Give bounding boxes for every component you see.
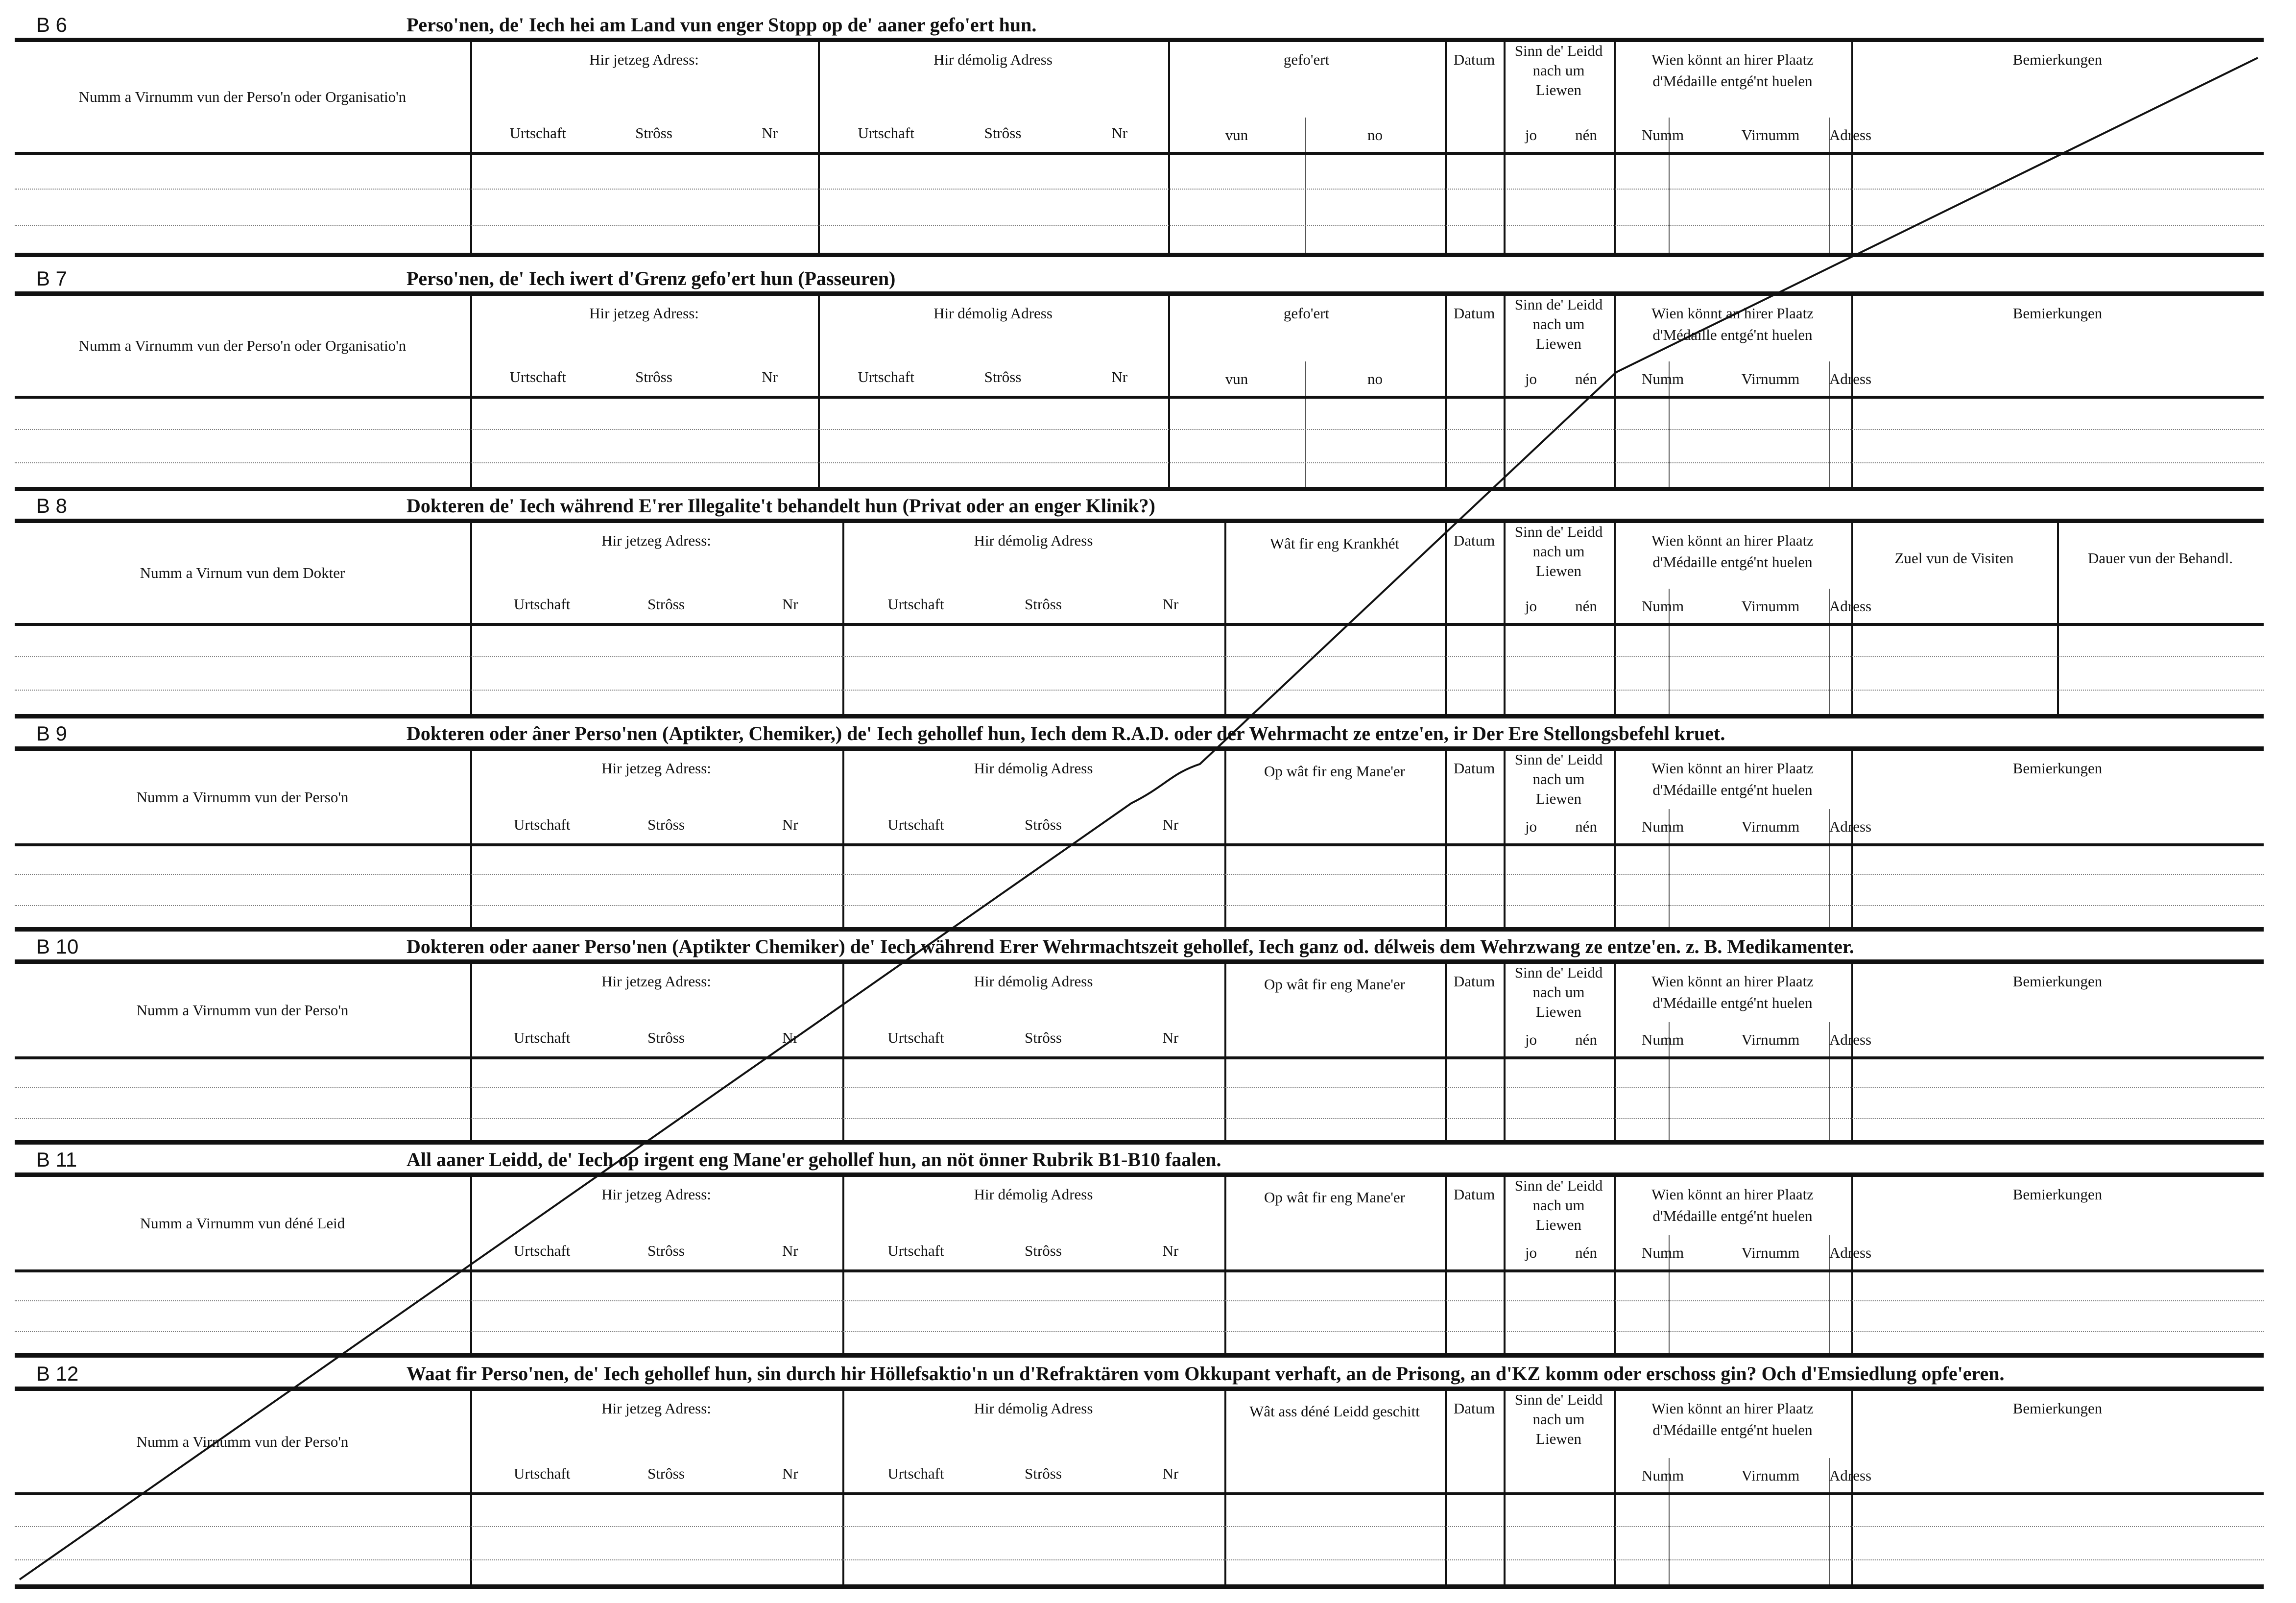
detail-header: Op wât fir eng Mane'er	[1264, 763, 1405, 780]
section-title: Dokteren oder aaner Perso'nen (Aptikter Chemiker) de' Iech während Erer Wehrmachtszeit gehollef, Iech ganz od. délweis dem Wehrzwang ze entze'en. z. B. Medikamenter.	[407, 935, 1854, 957]
section-title: Dokteren de' Iech während E'rer Illegalite't behandelt hun (Privat oder an enger Klinik?)	[407, 495, 1155, 517]
current-address-nr: Nr	[782, 1029, 798, 1046]
section-code: B 7	[36, 267, 68, 290]
former-address-header: Hir démolig Adress	[933, 51, 1052, 68]
section-title: Perso'nen, de' Iech hei am Land vun enger Stopp op de' aaner gefo'ert hun.	[407, 14, 1037, 36]
medal-name: Numm	[1641, 1031, 1684, 1048]
date-header: Datum	[1453, 760, 1495, 777]
visits-header: Zuel vun de Visiten	[1894, 550, 2014, 567]
section-title: Waat fir Perso'nen, de' Iech gehollef hun, sin durch hir Höllefsaktio'n un d'Refraktären vom Okkupant verhaft, an de Prisong, an d'KZ komm oder erschoss gin? Och d'Emsiedlung opfe'eren.	[407, 1363, 2005, 1385]
medal-address: Adress	[1829, 126, 1872, 144]
name-header: Numm a Virnumm vun der Perso'n oder Organisatio'n	[78, 88, 407, 105]
current-address-stross: Strôss	[647, 1029, 685, 1046]
current-address-urtschaft: Urtschaft	[513, 816, 571, 833]
former-address-nr: Nr	[1162, 1242, 1179, 1259]
name-header: Numm a Virnumm vun der Perso'n oder Organisatio'n	[78, 337, 407, 354]
former-address-nr: Nr	[1162, 1465, 1179, 1482]
section-title: All aaner Leidd, de' Iech op irgent eng Mane'er gehollef hun, an nöt önner Rubrik B1-B10 faalen.	[407, 1148, 1221, 1171]
medal-firstname: Virnumm	[1741, 126, 1800, 144]
current-address-stross: Strôss	[647, 1465, 685, 1482]
medal-firstname: Virnumm	[1741, 818, 1800, 835]
medal-header: Wien könnt an hirer Plaatz d'Médaille entgé'nt huelen	[1651, 305, 1814, 343]
alive-header: Sinn de' Leidd nach um Liewen	[1514, 1391, 1603, 1447]
alive-no: nén	[1575, 598, 1597, 615]
alive-no: nén	[1575, 126, 1597, 144]
current-address-urtschaft: Urtschaft	[513, 1029, 571, 1046]
medal-firstname: Virnumm	[1741, 1467, 1800, 1484]
alive-yes: jo	[1525, 598, 1537, 615]
current-address-urtschaft: Urtschaft	[509, 368, 566, 385]
former-address-header: Hir démolig Adress	[974, 973, 1093, 990]
former-address-nr: Nr	[1162, 596, 1179, 613]
medal-name: Numm	[1641, 126, 1684, 144]
alive-header: Sinn de' Leidd nach um Liewen	[1514, 296, 1603, 352]
transported-to: no	[1367, 126, 1383, 144]
transported-header: gefo'ert	[1283, 305, 1330, 322]
date-header: Datum	[1453, 51, 1495, 68]
former-address-nr: Nr	[1111, 124, 1128, 142]
medal-name: Numm	[1641, 1244, 1684, 1261]
remarks-header: Bemierkungen	[2012, 51, 2103, 68]
medal-firstname: Virnumm	[1741, 1031, 1800, 1048]
current-address-stross: Strôss	[647, 596, 685, 613]
alive-no: nén	[1575, 1244, 1597, 1261]
medal-name: Numm	[1641, 598, 1684, 615]
section-code: B 11	[36, 1148, 77, 1171]
current-address-urtschaft: Urtschaft	[513, 596, 571, 613]
name-header: Numm a Virnum vun dem Dokter	[140, 564, 345, 581]
current-address-urtschaft: Urtschaft	[509, 124, 566, 142]
name-header: Numm a Virnumm vun der Perso'n	[136, 1433, 349, 1450]
former-address-urtschaft: Urtschaft	[858, 124, 914, 142]
name-header: Numm a Virnumm vun der Perso'n	[136, 788, 349, 806]
current-address-nr: Nr	[782, 1465, 798, 1482]
current-address-nr: Nr	[782, 1242, 798, 1259]
current-address-stross: Strôss	[635, 368, 672, 385]
former-address-urtschaft: Urtschaft	[887, 816, 944, 833]
former-address-header: Hir démolig Adress	[974, 1186, 1093, 1203]
former-address-stross: Strôss	[984, 124, 1022, 142]
transported-from: vun	[1225, 370, 1248, 387]
current-address-header: Hir jetzeg Adress:	[601, 532, 711, 549]
alive-yes: jo	[1525, 126, 1537, 144]
remarks-header: Bemierkungen	[2012, 1400, 2103, 1417]
section-code: B 9	[36, 722, 68, 745]
detail-header: Op wât fir eng Mane'er	[1264, 976, 1405, 993]
alive-yes: jo	[1525, 370, 1537, 387]
former-address-urtschaft: Urtschaft	[887, 1465, 944, 1482]
date-header: Datum	[1453, 973, 1495, 990]
former-address-urtschaft: Urtschaft	[887, 1242, 944, 1259]
former-address-nr: Nr	[1162, 1029, 1179, 1046]
alive-header: Sinn de' Leidd nach um Liewen	[1514, 964, 1603, 1020]
current-address-urtschaft: Urtschaft	[513, 1242, 571, 1259]
current-address-nr: Nr	[762, 124, 778, 142]
section-code: B 12	[36, 1362, 79, 1385]
current-address-header: Hir jetzeg Adress:	[589, 51, 699, 68]
detail-header: Wât ass déné Leidd geschitt	[1249, 1403, 1420, 1420]
current-address-nr: Nr	[782, 596, 798, 613]
alive-yes: jo	[1525, 1031, 1537, 1048]
medal-address: Adress	[1829, 1467, 1872, 1484]
detail-header: Wât fir eng Krankhét	[1269, 535, 1400, 552]
medal-address: Adress	[1829, 370, 1872, 387]
transported-header: gefo'ert	[1283, 51, 1330, 68]
current-address-header: Hir jetzeg Adress:	[589, 305, 699, 322]
medal-address: Adress	[1829, 1031, 1872, 1048]
date-header: Datum	[1453, 532, 1495, 549]
detail-header: Op wât fir eng Mane'er	[1264, 1189, 1405, 1206]
transported-from: vun	[1225, 126, 1248, 144]
former-address-stross: Strôss	[1025, 1465, 1062, 1482]
medal-header: Wien könnt an hirer Plaatz d'Médaille entgé'nt huelen	[1651, 532, 1814, 571]
section-code: B 10	[36, 935, 79, 958]
former-address-stross: Strôss	[1025, 1242, 1062, 1259]
alive-no: nén	[1575, 370, 1597, 387]
medal-firstname: Virnumm	[1741, 370, 1800, 387]
former-address-header: Hir démolig Adress	[933, 305, 1052, 322]
medal-name: Numm	[1641, 1467, 1684, 1484]
date-header: Datum	[1453, 1186, 1495, 1203]
date-header: Datum	[1453, 1400, 1495, 1417]
former-address-urtschaft: Urtschaft	[887, 596, 944, 613]
medal-firstname: Virnumm	[1741, 598, 1800, 615]
medal-address: Adress	[1829, 1244, 1872, 1261]
alive-no: nén	[1575, 1031, 1597, 1048]
remarks-header: Bemierkungen	[2012, 305, 2103, 322]
current-address-header: Hir jetzeg Adress:	[601, 1400, 711, 1417]
alive-yes: jo	[1525, 818, 1537, 835]
transported-to: no	[1367, 370, 1383, 387]
alive-yes: jo	[1525, 1244, 1537, 1261]
current-address-header: Hir jetzeg Adress:	[601, 1186, 711, 1203]
current-address-nr: Nr	[762, 368, 778, 385]
medal-address: Adress	[1829, 818, 1872, 835]
duration-header: Dauer vun der Behandl.	[2087, 550, 2233, 567]
alive-header: Sinn de' Leidd nach um Liewen	[1514, 42, 1603, 98]
alive-header: Sinn de' Leidd nach um Liewen	[1514, 1177, 1603, 1233]
medal-header: Wien könnt an hirer Plaatz d'Médaille entgé'nt huelen	[1651, 973, 1814, 1011]
section-code: B 8	[36, 494, 68, 517]
current-address-header: Hir jetzeg Adress:	[601, 973, 711, 990]
section-title: Dokteren oder âner Perso'nen (Aptikter, Chemiker,) de' Iech gehollef hun, Iech dem R.A.D. oder der Wehrmacht ze entze'en, ir Der Ere Stellongsbefehl kruet.	[407, 722, 1725, 744]
former-address-stross: Strôss	[1025, 816, 1062, 833]
current-address-stross: Strôss	[647, 1242, 685, 1259]
name-header: Numm a Virnumm vun déné Leid	[140, 1214, 345, 1232]
former-address-header: Hir démolig Adress	[974, 532, 1093, 549]
current-address-stross: Strôss	[635, 124, 672, 142]
former-address-nr: Nr	[1162, 816, 1179, 833]
medal-address: Adress	[1829, 598, 1872, 615]
medal-name: Numm	[1641, 370, 1684, 387]
former-address-urtschaft: Urtschaft	[887, 1029, 944, 1046]
former-address-header: Hir démolig Adress	[974, 760, 1093, 777]
remarks-header: Bemierkungen	[2012, 760, 2103, 777]
date-header: Datum	[1453, 305, 1495, 322]
current-address-header: Hir jetzeg Adress:	[601, 760, 711, 777]
alive-header: Sinn de' Leidd nach um Liewen	[1514, 523, 1603, 579]
remarks-header: Bemierkungen	[2012, 1186, 2103, 1203]
former-address-stross: Strôss	[984, 368, 1022, 385]
former-address-stross: Strôss	[1025, 596, 1062, 613]
alive-no: nén	[1575, 818, 1597, 835]
current-address-urtschaft: Urtschaft	[513, 1465, 571, 1482]
medal-name: Numm	[1641, 818, 1684, 835]
remarks-header: Bemierkungen	[2012, 973, 2103, 990]
medal-header: Wien könnt an hirer Plaatz d'Médaille entgé'nt huelen	[1651, 51, 1814, 90]
medal-header: Wien könnt an hirer Plaatz d'Médaille entgé'nt huelen	[1651, 760, 1814, 798]
medal-header: Wien könnt an hirer Plaatz d'Médaille entgé'nt huelen	[1651, 1186, 1814, 1224]
section-title: Perso'nen, de' Iech iwert d'Grenz gefo'ert hun (Passeuren)	[407, 267, 896, 289]
former-address-stross: Strôss	[1025, 1029, 1062, 1046]
alive-header: Sinn de' Leidd nach um Liewen	[1514, 751, 1603, 807]
name-header: Numm a Virnumm vun der Perso'n	[136, 1001, 349, 1019]
former-address-urtschaft: Urtschaft	[858, 368, 914, 385]
section-code: B 6	[36, 13, 68, 36]
medal-firstname: Virnumm	[1741, 1244, 1800, 1261]
current-address-stross: Strôss	[647, 816, 685, 833]
current-address-nr: Nr	[782, 816, 798, 833]
former-address-nr: Nr	[1111, 368, 1128, 385]
medal-header: Wien könnt an hirer Plaatz d'Médaille entgé'nt huelen	[1651, 1400, 1814, 1438]
former-address-header: Hir démolig Adress	[974, 1400, 1093, 1417]
